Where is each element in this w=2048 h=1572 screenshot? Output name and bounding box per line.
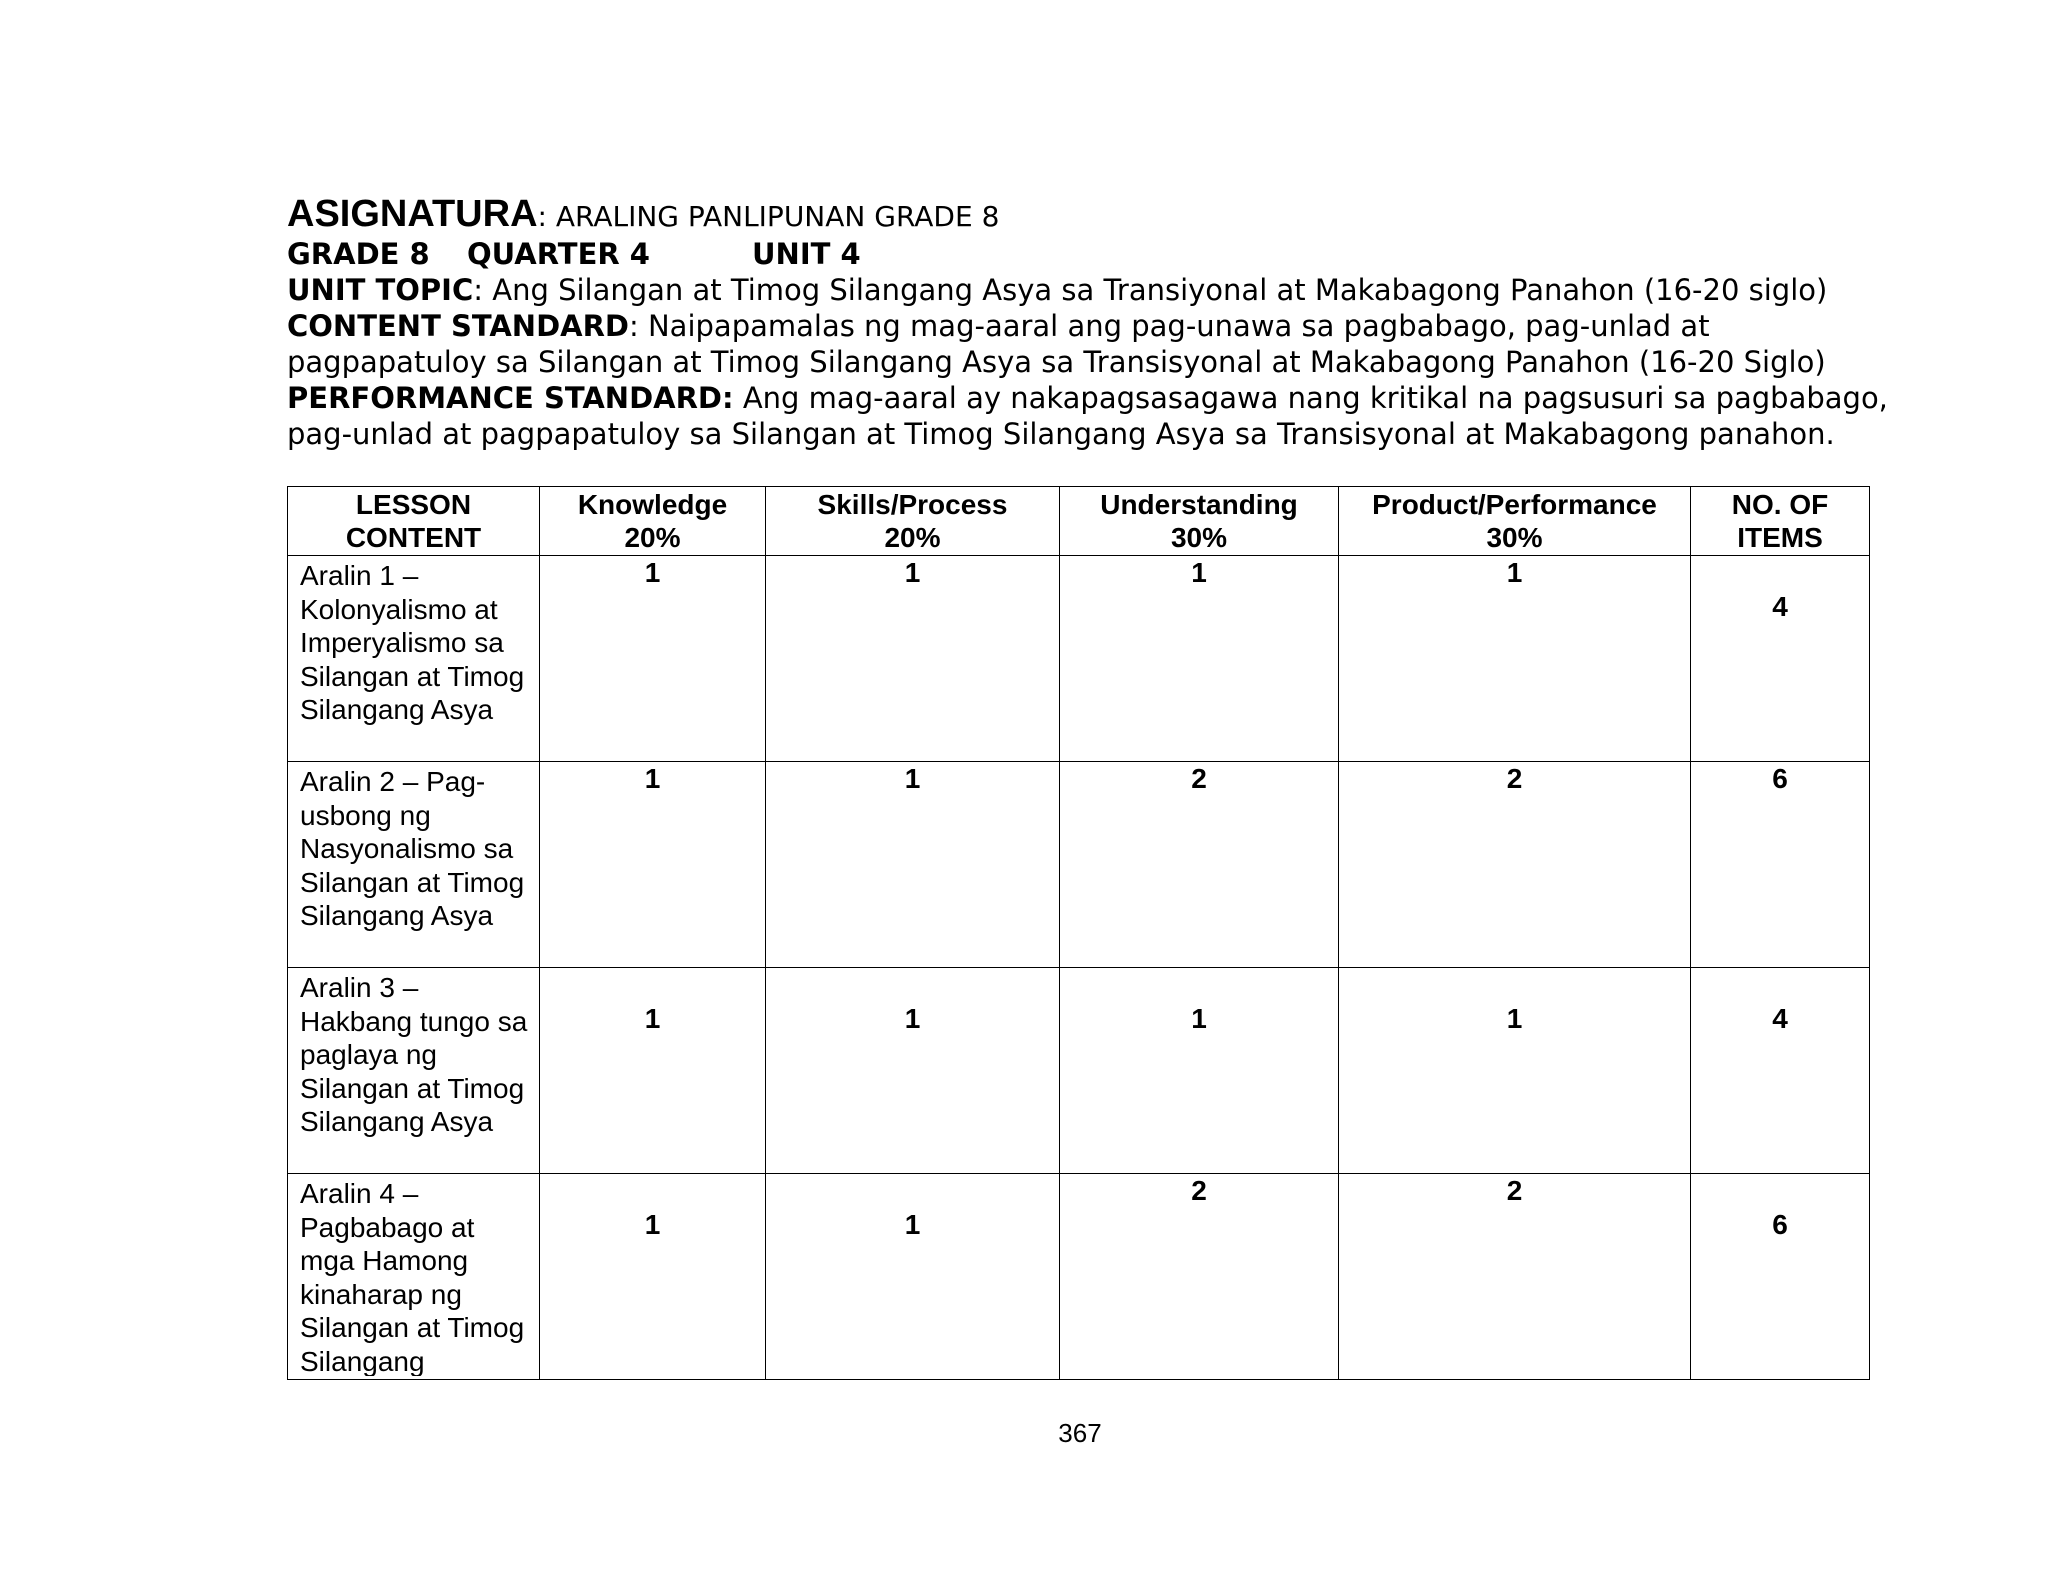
subject-value: : ARALING PANLIPUNAN GRADE 8 (537, 200, 1000, 233)
product-cell: 2 (1339, 762, 1691, 968)
quarter-label: QUARTER 4 (467, 237, 650, 271)
table-row (288, 968, 1870, 1174)
knowledge-cell: 1 (540, 762, 766, 968)
skills-cell: 1 (766, 1174, 1060, 1380)
items-cell: 6 (1691, 1174, 1870, 1380)
lesson-cell: Aralin 3 – Hakbang tungo sa paglaya ng Silangan at Timog Silangang Asya (288, 968, 540, 1174)
product-cell: 2 (1339, 1174, 1691, 1380)
header-no-of-items: NO. OF ITEMS (1691, 487, 1870, 556)
performance-standard (287, 380, 1897, 452)
product-cell: 1 (1339, 968, 1691, 1174)
table-row (288, 762, 1870, 968)
unit-label: UNIT 4 (752, 237, 861, 271)
content-standard-label: CONTENT STANDARD (287, 309, 629, 343)
unit-topic-line (287, 272, 1887, 308)
document-header (287, 192, 1887, 452)
header-knowledge: Knowledge 20% (540, 487, 766, 556)
header-lesson-content: LESSON CONTENT (288, 487, 540, 556)
unit-topic-label: UNIT TOPIC (287, 273, 474, 307)
understanding-cell: 2 (1060, 762, 1339, 968)
grade-quarter-unit-row (287, 236, 1887, 272)
items-cell: 6 (1691, 762, 1870, 968)
content-standard (287, 308, 1897, 380)
table-row (288, 556, 1870, 762)
performance-standard-label: PERFORMANCE STANDARD: (287, 381, 734, 415)
page-number: 367 (1058, 1418, 1102, 1448)
unit-topic-value: : Ang Silangan at Timog Silangang Asya sa Transiyonal at Makabagong Panahon (16-20 siglo) (473, 273, 1828, 307)
knowledge-cell: 1 (540, 556, 766, 762)
content-standard-value: : Naipapamalas ng mag-aaral ang pag-unawa sa pagbabago, pag-unlad at pagpapatuloy sa Silangan at Timog Silangang Asya sa Transisyonal at Makabagong Panahon (16-20 Siglo) (287, 309, 1826, 379)
items-cell: 4 (1691, 968, 1870, 1174)
header-product-performance: Product/Performance 30% (1339, 487, 1691, 556)
skills-cell: 1 (766, 556, 1060, 762)
understanding-cell: 2 (1060, 1174, 1339, 1380)
understanding-cell: 1 (1060, 968, 1339, 1174)
table-of-specifications (287, 486, 1870, 1380)
subject-label: ASIGNATURA (287, 193, 538, 235)
grade-label: GRADE 8 (287, 237, 430, 271)
subject-line (287, 192, 1887, 236)
knowledge-cell: 1 (540, 1174, 766, 1380)
skills-cell: 1 (766, 968, 1060, 1174)
skills-cell: 1 (766, 762, 1060, 968)
items-cell: 4 (1691, 556, 1870, 762)
lesson-cell: Aralin 1 – Kolonyalismo at Imperyalismo sa Silangan at Timog Silangang Asya (288, 556, 540, 762)
lesson-cell: Aralin 4 – Pagbabago at mga Hamong kinaharap ng Silangan at Timog Silangang (288, 1174, 540, 1380)
header-skills-process: Skills/Process 20% (766, 487, 1060, 556)
table-header-row (288, 487, 1870, 556)
performance-standard-value: Ang mag-aaral ay nakapagsasagawa nang kritikal na pagsusuri sa pagbabago, pag-unlad at pagpapatuloy sa Silangan at Timog Silangang Asya sa Transisyonal at Makabagong panahon. (287, 381, 1888, 451)
understanding-cell: 1 (1060, 556, 1339, 762)
product-cell: 1 (1339, 556, 1691, 762)
knowledge-cell: 1 (540, 968, 766, 1174)
header-understanding: Understanding 30% (1060, 487, 1339, 556)
table-row (288, 1174, 1870, 1380)
lesson-cell: Aralin 2 – Pag-usbong ng Nasyonalismo sa Silangan at Timog Silangang Asya (288, 762, 540, 968)
